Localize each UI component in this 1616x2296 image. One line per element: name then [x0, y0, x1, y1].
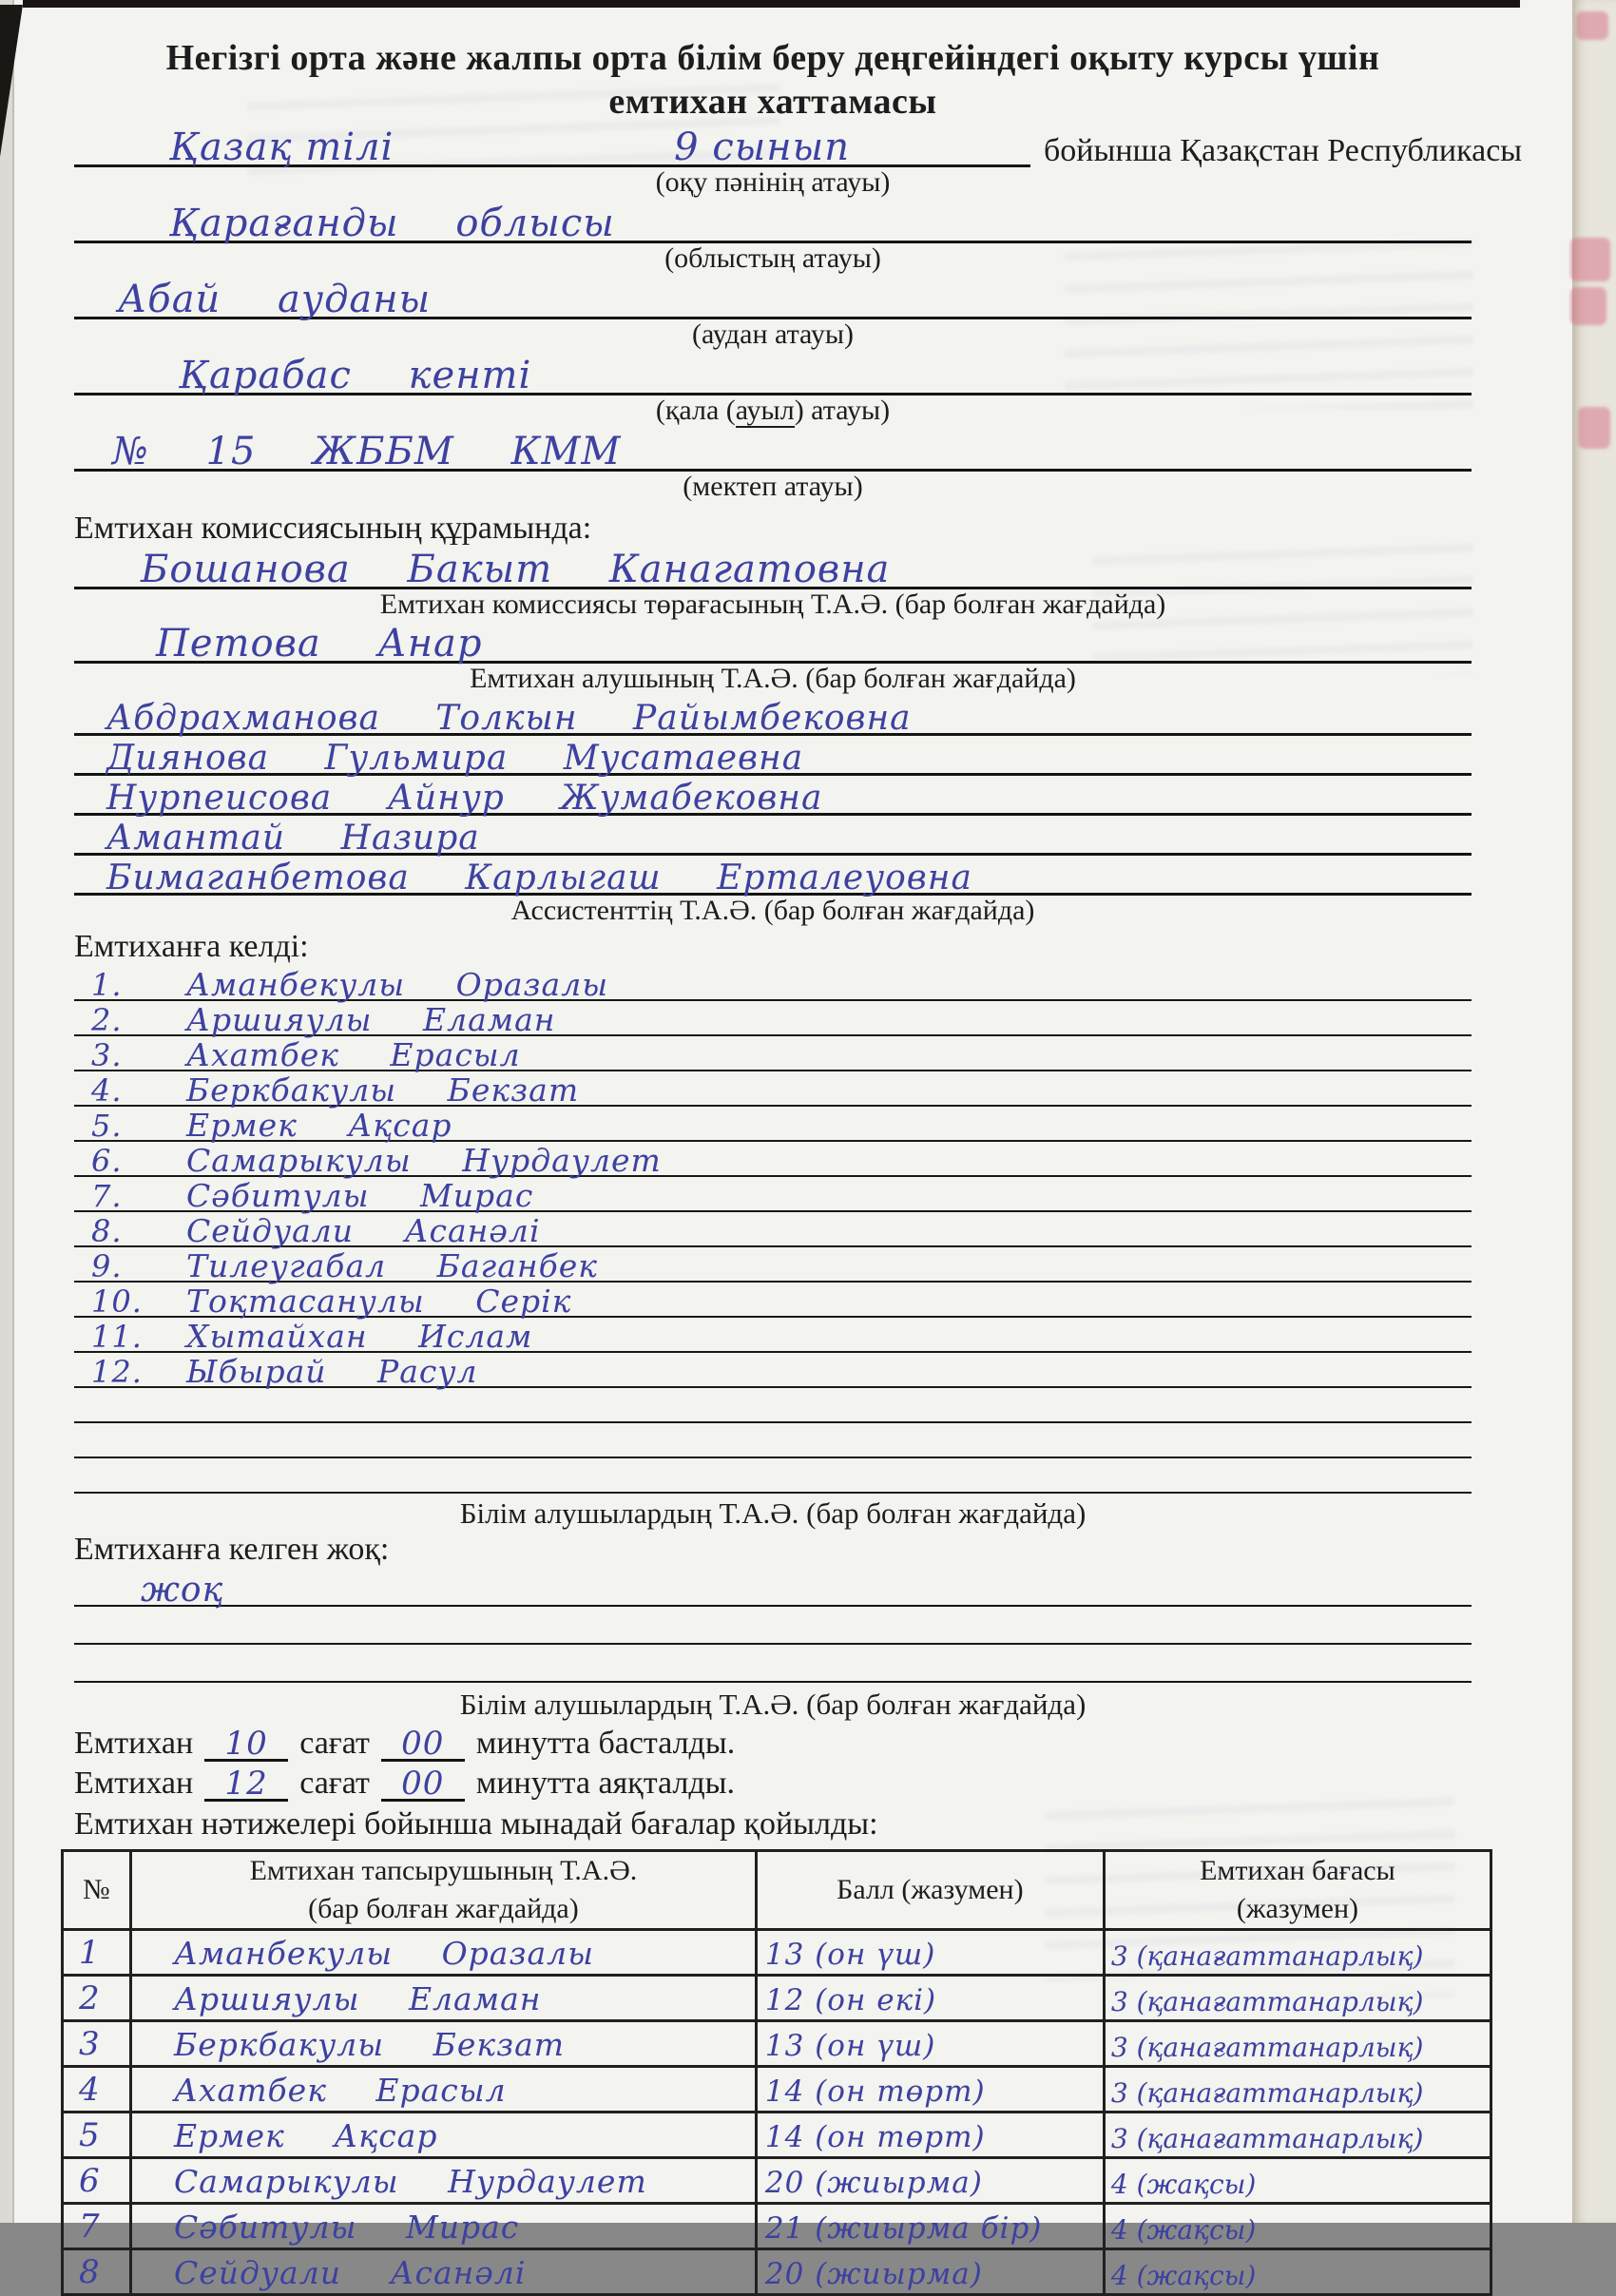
examiner-label: Емтихан алушының Т.А.Ә. (бар болған жағдайда): [470, 663, 1076, 694]
result-grade: 3 (қанағаттанарлық): [1110, 1986, 1424, 2017]
result-grade-cell: [1104, 1976, 1491, 2021]
field-settlement-line: [74, 352, 1472, 396]
attendance-student-name: Сәбитулы Мирас: [186, 1177, 534, 1214]
attendance-number: 2.: [91, 1002, 123, 1038]
pink-ink-bleed-mark: [1578, 407, 1610, 449]
exam-end-line: [74, 1762, 1472, 1802]
end-hour-value: 12: [224, 1765, 268, 1803]
country-suffix-text: бойынша Қазақстан Республикасы: [1044, 133, 1523, 168]
result-grade-cell: [1104, 2067, 1491, 2113]
start-hour-rule: [204, 1721, 288, 1762]
attendance-row: [74, 1353, 1472, 1388]
start-minute-value: 00: [401, 1725, 445, 1763]
settlement-label-post: ) атауы): [794, 395, 891, 426]
result-grade-cell: [1104, 2204, 1491, 2249]
field-school-line: [74, 428, 1472, 472]
header-student-name-line2: (бар болған жағдайда): [308, 1893, 579, 1924]
pink-ink-bleed-mark: [1576, 11, 1608, 40]
attendance-number: 1.: [91, 967, 123, 1003]
result-student-name: Ахатбек Ерасыл: [173, 2072, 507, 2109]
result-student-name: Самарыкулы Нурдаулет: [173, 2163, 647, 2200]
result-student-name: Ермек Ақсар: [173, 2117, 438, 2154]
attendance-row: [74, 1212, 1472, 1247]
result-score: 20 (жиырма): [764, 2257, 983, 2291]
result-grade: 3 (қанағаттанарлық): [1110, 2032, 1424, 2063]
attendance-student-name: Ахатбек Ерасыл: [186, 1036, 521, 1073]
attendance-row: [74, 1142, 1472, 1177]
attendance-row: [74, 1247, 1472, 1283]
result-score: 13 (он үш): [764, 2029, 936, 2063]
attendance-number: 5.: [91, 1108, 123, 1144]
assistant-handwritten-name: Бимаганбетова Карлыгаш Ерталеуовна: [106, 859, 972, 897]
page-fold-right-edge: [1572, 0, 1616, 2223]
attendance-number: 12.: [91, 1354, 143, 1390]
result-number: 8: [79, 2253, 101, 2291]
attendance-row: [74, 1177, 1472, 1212]
subject-field-label: (оқу пәнінің атауы): [655, 166, 891, 198]
assistant-line: [74, 736, 1472, 776]
empty-rule-line: [74, 1423, 1472, 1458]
start-suffix: минутта басталды.: [475, 1726, 736, 1761]
result-grade: 4 (жақсы): [1110, 2260, 1257, 2291]
absence-heading: Емтиханға келген жоқ:: [74, 1532, 390, 1567]
attendance-student-name: Ермек Ақсар: [186, 1107, 452, 1144]
absence-line: [74, 1569, 1472, 1610]
result-score-cell: [756, 2204, 1104, 2249]
assistant-rule: [74, 854, 1472, 896]
region-rule: [74, 197, 1472, 243]
document-title-line2: емтихан хаттамасы: [608, 82, 937, 122]
subject-handwritten-value: Қазақ тілі: [169, 125, 394, 169]
commission-chair-line: [74, 548, 1472, 589]
result-number-cell: [63, 2158, 131, 2204]
chair-handwritten-name: Бошанова Бакыт Канагатовна: [141, 548, 891, 591]
attendance-student-name: Самарыкулы Нурдаулет: [186, 1142, 662, 1179]
result-name-cell: [130, 2158, 756, 2204]
result-score-cell: [756, 2021, 1104, 2067]
school-handwritten-value: № 15 ЖББМ КММ: [112, 430, 622, 473]
start-hour-word: сағат: [299, 1726, 370, 1761]
district-handwritten-value: Абай ауданы: [118, 278, 432, 321]
result-grade: 4 (жақсы): [1110, 2169, 1257, 2200]
result-name-cell: [130, 2067, 756, 2113]
result-name-cell: [130, 1930, 756, 1976]
result-grade: 4 (жақсы): [1110, 2214, 1257, 2246]
result-number-cell: [63, 2021, 131, 2067]
result-student-name: Беркбакулы Бекзат: [173, 2026, 566, 2063]
result-score-cell: [756, 2249, 1104, 2295]
result-number-cell: [63, 1976, 131, 2021]
attendance-label: Білім алушылардың Т.А.Ә. (бар болған жағдайда): [459, 1496, 1087, 1530]
document-content: [74, 36, 1523, 2296]
empty-rule-line: [74, 1458, 1472, 1494]
district-rule: [74, 273, 1472, 319]
result-score: 14 (он төрт): [764, 2074, 986, 2109]
result-grade-cell: [1104, 2021, 1491, 2067]
result-score: 21 (жиырма бір): [764, 2211, 1043, 2246]
attendance-number: 4.: [91, 1072, 123, 1109]
result-name-cell: [130, 2021, 756, 2067]
results-table-body: [63, 1930, 1491, 2295]
school-field-label: (мектеп атауы): [683, 471, 863, 502]
assistant-handwritten-name: Абдрахманова Толкын Райымбековна: [106, 699, 912, 738]
end-prefix: Емтихан: [74, 1765, 194, 1801]
results-row: [63, 2204, 1491, 2249]
result-number: 2: [79, 1979, 101, 2017]
attendance-student-name: Ыбырай Расул: [186, 1353, 478, 1390]
start-hour-value: 10: [224, 1725, 268, 1763]
assistant-handwritten-name: Диянова Гульмира Мусатаевна: [106, 739, 804, 778]
result-student-name: Сейдуали Асанәлі: [173, 2254, 527, 2291]
scan-top-black-strip: [23, 0, 1520, 8]
results-row: [63, 2113, 1491, 2158]
settlement-label-underlined: ауыл: [735, 395, 795, 426]
start-minute-rule: [381, 1721, 465, 1762]
attendance-student-name: Тоқтасанулы Серік: [186, 1283, 572, 1320]
result-name-cell: [130, 2113, 756, 2158]
results-row: [63, 2067, 1491, 2113]
attendance-list: [74, 966, 1472, 1388]
result-grade-cell: [1104, 2113, 1491, 2158]
assistant-rule: [74, 734, 1472, 776]
examiner-rule: [74, 617, 1472, 664]
end-minute-value: 00: [401, 1765, 445, 1803]
result-student-name: Аршияулы Еламан: [173, 1980, 542, 2017]
region-field-label: (облыстың атауы): [664, 242, 881, 274]
class-handwritten-value: 9 сынып: [674, 125, 850, 169]
result-number: 7: [79, 2208, 101, 2246]
empty-rule-line: [74, 1645, 1472, 1683]
examiner-line: [74, 622, 1472, 664]
result-number: 6: [79, 2162, 101, 2200]
scan-left-edge-strip: [0, 0, 14, 2223]
subject-rule: [74, 121, 1030, 167]
result-number: 1: [79, 1934, 101, 1972]
attendance-row: [74, 1107, 1472, 1142]
assistant-rule: [74, 814, 1472, 856]
assistant-rule: [74, 774, 1472, 816]
result-number-cell: [63, 1930, 131, 1976]
header-student-name: [130, 1851, 756, 1930]
pink-ink-bleed-mark: [1570, 238, 1610, 281]
attendance-student-name: Сейдуали Асанәлі: [186, 1212, 541, 1249]
result-number-cell: [63, 2067, 131, 2113]
attendance-number: 6.: [91, 1143, 123, 1179]
assistant-line: [74, 776, 1472, 816]
header-grade: [1104, 1851, 1491, 1930]
region-handwritten-value: Қарағанды облысы: [169, 202, 615, 245]
end-suffix: минутта аяқталды.: [475, 1765, 735, 1801]
result-grade-cell: [1104, 1930, 1491, 1976]
settlement-label-pre: (қала (: [655, 395, 736, 426]
result-number-cell: [63, 2249, 131, 2295]
result-number-cell: [63, 2204, 131, 2249]
document-title-line1: Негізгі орта және жалпы орта білім беру деңгейіндегі оқыту курсы үшін: [165, 38, 1380, 78]
results-header-row: [63, 1851, 1491, 1930]
header-student-name-line1: Емтихан тапсырушының Т.А.Ә.: [249, 1855, 638, 1886]
examiner-handwritten-name: Петова Анар: [156, 622, 483, 666]
results-row: [63, 2021, 1491, 2067]
header-score: Балл (жазумен): [756, 1851, 1104, 1930]
header-grade-line1: Емтихан бағасы: [1200, 1855, 1395, 1886]
attendance-number: 11.: [91, 1319, 143, 1355]
attendance-number: 9.: [91, 1248, 123, 1284]
assistant-handwritten-name: Амантай Назира: [106, 819, 480, 858]
result-score-cell: [756, 2067, 1104, 2113]
absence-rule: [74, 1566, 1472, 1610]
attendance-row: [74, 1318, 1472, 1353]
result-number: 3: [79, 2025, 101, 2063]
results-heading: Емтихан нәтижелері бойынша мынадай бағалар қойылды:: [74, 1806, 878, 1842]
attendance-row: [74, 1036, 1472, 1071]
end-hour-rule: [204, 1761, 288, 1802]
result-grade: 3 (қанағаттанарлық): [1110, 1940, 1424, 1972]
assistant-line: [74, 816, 1472, 856]
result-score: 14 (он төрт): [764, 2120, 986, 2154]
field-district-line: [74, 276, 1472, 319]
assistant-line: [74, 696, 1472, 736]
header-grade-line2: (жазумен): [1236, 1893, 1359, 1924]
absence-label: Білім алушылардың Т.А.Ә. (бар болған жағдайда): [459, 1688, 1087, 1721]
attendance-heading: Емтиханға келді:: [74, 929, 309, 964]
results-row: [63, 2249, 1491, 2295]
result-score: 12 (он екі): [764, 1983, 937, 2017]
assistants-list: [74, 696, 1472, 896]
result-score: 20 (жиырма): [764, 2166, 983, 2200]
attendance-student-name: Хытайхан Ислам: [186, 1318, 533, 1355]
results-row: [63, 1930, 1491, 1976]
assistant-handwritten-name: Нурпеисова Айнур Жумабековна: [106, 779, 823, 818]
results-row: [63, 2158, 1491, 2204]
exam-start-line: [74, 1722, 1472, 1762]
absence-handwritten-value: жоқ: [141, 1571, 224, 1610]
settlement-rule: [74, 349, 1472, 396]
assistants-label: Ассистенттің Т.А.Ә. (бар болған жағдайда): [510, 895, 1035, 926]
result-score-cell: [756, 2158, 1104, 2204]
results-table: [61, 1849, 1492, 2296]
attendance-student-name: Тилеугабал Баганбек: [186, 1247, 599, 1284]
result-score: 13 (он үш): [764, 1938, 936, 1972]
attendance-student-name: Аршияулы Еламан: [186, 1001, 556, 1038]
commission-chair-label: Емтихан комиссиясы төрағасының Т.А.Ә. (бар болған жағдайда): [379, 588, 1166, 620]
empty-rule-line: [74, 1607, 1472, 1645]
school-rule: [74, 425, 1472, 472]
field-region-line: [74, 200, 1472, 243]
attendance-row: [74, 966, 1472, 1001]
attendance-number: 3.: [91, 1037, 123, 1073]
result-number: 5: [79, 2116, 101, 2154]
district-field-label: (аудан атауы): [692, 318, 854, 350]
settlement-field-label: [74, 396, 1472, 428]
pink-ink-bleed-mark: [1570, 287, 1606, 325]
result-grade: 3 (қанағаттанарлық): [1110, 2077, 1424, 2109]
result-name-cell: [130, 1976, 756, 2021]
attendance-number: 10.: [91, 1283, 143, 1320]
assistant-line: [74, 856, 1472, 896]
result-score-cell: [756, 1930, 1104, 1976]
result-name-cell: [130, 2204, 756, 2249]
attendance-student-name: Аманбекулы Оразалы: [186, 966, 609, 1003]
attendance-number: 8.: [91, 1213, 123, 1249]
attendance-student-name: Беркбакулы Бекзат: [186, 1071, 580, 1109]
result-name-cell: [130, 2249, 756, 2295]
commission-heading: Емтихан комиссиясының құрамында:: [74, 511, 592, 546]
chair-rule: [74, 543, 1472, 589]
result-grade-cell: [1104, 2249, 1491, 2295]
result-score-cell: [756, 2113, 1104, 2158]
results-row: [63, 1976, 1491, 2021]
result-student-name: Аманбекулы Оразалы: [173, 1935, 595, 1972]
result-grade: 3 (қанағаттанарлық): [1110, 2123, 1424, 2154]
result-score-cell: [756, 1976, 1104, 2021]
header-number: №: [63, 1851, 131, 1930]
start-prefix: Емтихан: [74, 1726, 194, 1761]
attendance-row: [74, 1283, 1472, 1318]
attendance-number: 7.: [91, 1178, 123, 1214]
field-subject-line: [74, 124, 1523, 169]
assistant-rule: [74, 694, 1472, 736]
result-student-name: Сәбитулы Мирас: [173, 2209, 520, 2246]
empty-rule-line: [74, 1388, 1472, 1423]
end-hour-word: сағат: [299, 1765, 370, 1801]
result-number: 4: [79, 2071, 101, 2109]
attendance-row: [74, 1071, 1472, 1107]
result-number-cell: [63, 2113, 131, 2158]
attendance-row: [74, 1001, 1472, 1036]
end-minute-rule: [381, 1761, 465, 1802]
settlement-handwritten-value: Қарабас кенті: [179, 354, 532, 397]
result-grade-cell: [1104, 2158, 1491, 2204]
